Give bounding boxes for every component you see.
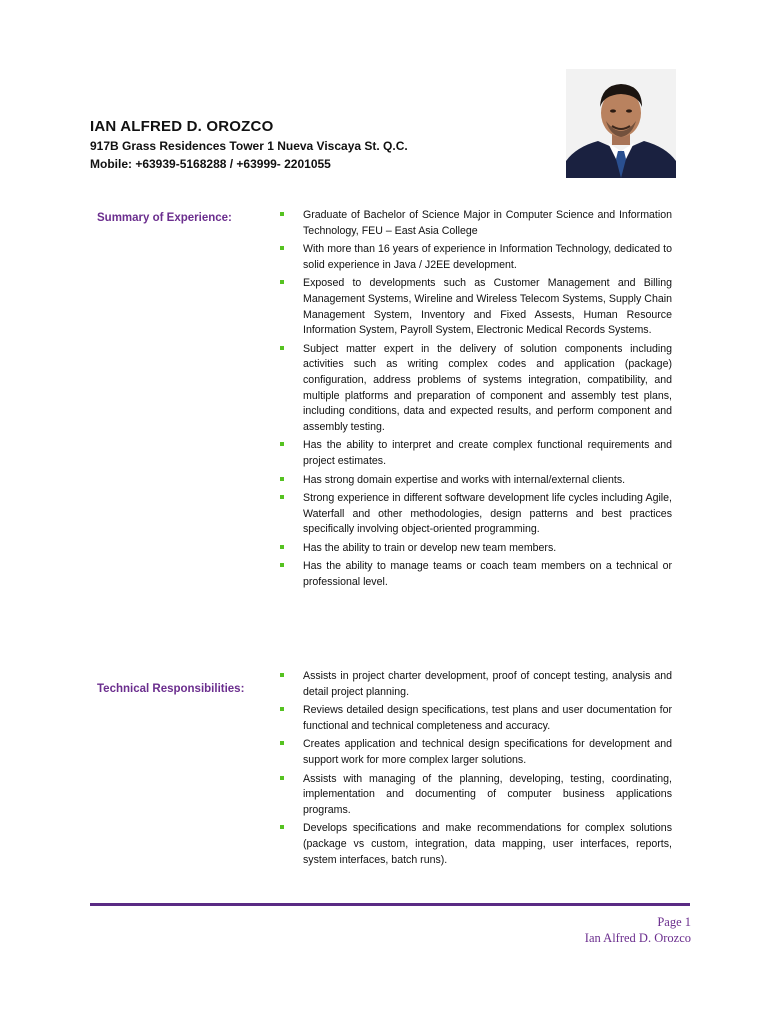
footer-author: Ian Alfred D. Orozco [584, 931, 691, 945]
list-item: Subject matter expert in the delivery of solution components including activities such as writing complex codes and application (package) configuration, address problems of systems integration, compatibility, and multiple platforms and preparation of component and assembly test plans, including conditions, data and expected results, and perform component and assembly testing. [278, 342, 672, 436]
footer-divider [90, 903, 690, 906]
list-item: Has the ability to manage teams or coach team members on a technical or professional level. [278, 559, 672, 590]
candidate-name: IAN ALFRED D. OROZCO [90, 118, 274, 135]
list-item: With more than 16 years of experience in Information Technology, dedicated to solid experience in Java / J2EE development. [278, 242, 672, 273]
candidate-address: 917B Grass Residences Tower 1 Nueva Viscaya St. Q.C. [90, 139, 408, 153]
summary-list [278, 208, 672, 594]
candidate-mobile: Mobile: +63939-5168288 / +63999- 2201055 [90, 157, 331, 171]
list-item: Has the ability to train or develop new team members. [278, 541, 672, 557]
list-item: Creates application and technical design specifications for development and support work for more complex larger solutions. [278, 737, 672, 768]
summary-label-text: Summary of Experience [97, 212, 229, 224]
list-item: Develops specifications and make recommendations for complex solutions (package vs custom, integration, data mapping, user interfaces, reports, system interfaces, batch runs). [278, 821, 672, 868]
profile-photo-illustration [566, 69, 676, 178]
list-item: Assists with managing of the planning, developing, testing, coordinating, implementation and documenting of computer business applications programs. [278, 772, 672, 819]
list-item: Strong experience in different software development life cycles including Agile, Waterfall and other methodologies, design patterns and best practices specifically involving object-oriented programming. [278, 491, 672, 538]
summary-label [97, 212, 232, 224]
list-item: Has the ability to interpret and create complex functional requirements and project estimates. [278, 438, 672, 469]
list-item: Exposed to developments such as Customer Management and Billing Management Systems, Wireline and Wireless Telecom Systems, Supply Chain Management System, Inventory and Fixed Assests, Human Resource Information System, Payroll System, Electronic Medical Records Systems. [278, 276, 672, 338]
page-footer [585, 914, 691, 946]
list-item: Reviews detailed design specifications, test plans and user documentation for functional and technical completeness and accuracy. [278, 703, 672, 734]
profile-photo [566, 69, 676, 178]
page-number: Page 1 [657, 915, 691, 929]
technical-label: Technical Responsibilities: [97, 683, 245, 695]
list-item: Graduate of Bachelor of Science Major in Computer Science and Information Technology, FEU – East Asia College [278, 208, 672, 239]
summary-label-colon: : [228, 212, 232, 224]
list-item: Assists in project charter development, proof of concept testing, analysis and detail project planning. [278, 669, 672, 700]
technical-list [278, 669, 672, 871]
list-item: Has strong domain expertise and works with internal/external clients. [278, 473, 672, 489]
resume-header [90, 118, 408, 175]
